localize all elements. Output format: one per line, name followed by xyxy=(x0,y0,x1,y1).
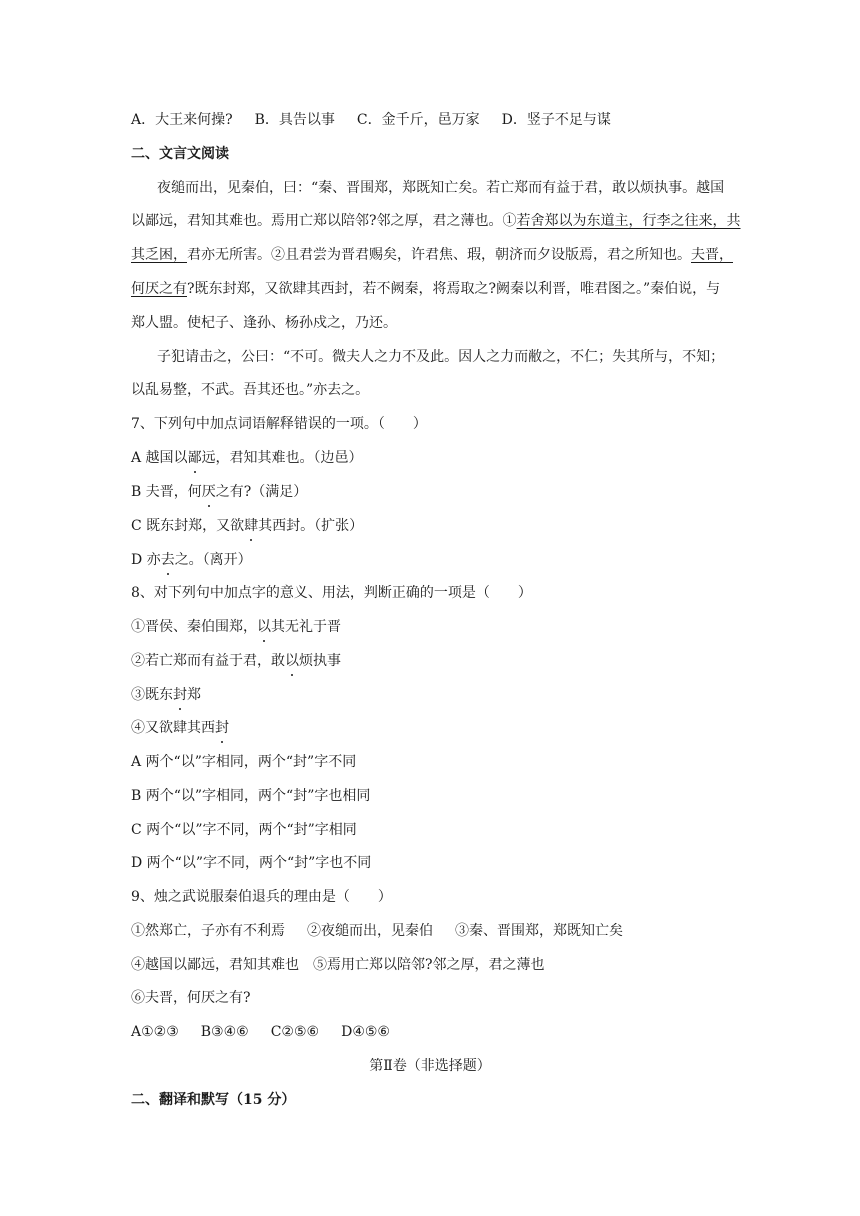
q8-item-3 xyxy=(131,685,201,705)
q9-option-b: B③④⑥ xyxy=(200,1024,249,1040)
dotted-char: 去 xyxy=(160,552,175,568)
q7-option-c xyxy=(131,516,363,536)
q8-option-a: A 两个“以”字相同，两个“封”字不同 xyxy=(131,754,357,770)
passage-p2-line-1: 子犯请击之，公曰：“不可。微夫人之力不及此。因人之力而敝之，不仁；失其所与，不知； xyxy=(157,349,725,365)
passage-p1-line-1: 夜缒而出，见秦伯，曰：“秦、晋围郑，郑既知亡矣。若亡郑而有益于君，敢以烦执事。越国 xyxy=(157,180,725,196)
q6-option-a: A．大王来何操? xyxy=(131,112,233,128)
q9-option-a: A①②③ xyxy=(131,1024,179,1040)
q7-option-a xyxy=(131,448,363,468)
item-text: ②若亡郑而有益于君，敢 xyxy=(131,653,285,669)
q6-option-c: C．金千斤，邑万家 xyxy=(356,112,480,128)
option-text: 之。（离开） xyxy=(174,552,252,568)
dotted-char: 以 xyxy=(285,653,299,669)
q8-option-c: C 两个“以”字不同，两个“封”字相同 xyxy=(131,822,357,838)
q9-reason-4: ④越国以鄙远，君知其难也 xyxy=(131,957,299,973)
passage-text: 以鄙远，君知其难也。焉用亡郑以陪邻?邻之厚，君之薄也。① xyxy=(131,213,517,229)
q9-reason-5: ⑤焉用亡郑以陪邻?邻之厚，君之薄也 xyxy=(313,957,545,973)
item-text: 郑 xyxy=(187,687,201,703)
q6-options xyxy=(131,110,611,130)
section-title-classical-reading: 二、文言文阅读 xyxy=(131,146,229,162)
q9-reason-6: ⑥夫晋，何厌之有? xyxy=(131,990,251,1006)
dotted-char: 厌 xyxy=(201,484,216,500)
underlined-sentence-1: 若舍郑以为东道主，行李之往来，共 xyxy=(516,213,741,229)
passage-p1-line-4 xyxy=(131,279,720,299)
dotted-char: 封 xyxy=(215,720,229,736)
q8-option-b: B 两个“以”字相同，两个“封”字也相同 xyxy=(131,788,371,804)
q7-option-d xyxy=(131,550,252,570)
q9-reason-2: ②夜缒而出，见秦伯 xyxy=(307,923,433,939)
q8-item-2 xyxy=(131,651,341,671)
q9-reason-1: ①然郑亡，子亦有不利焉 xyxy=(131,923,285,939)
option-text: 之有?（满足） xyxy=(215,484,308,500)
q9-reason-3: ③秦、晋围郑，郑既知亡矣 xyxy=(455,923,623,939)
passage-p1-line-3 xyxy=(131,245,733,265)
part-2-title: 第Ⅱ卷（非选择题） xyxy=(369,1058,491,1074)
item-text: ④又欲肆其西 xyxy=(131,720,215,736)
passage-p1-line-5: 郑人盟。使杞子、逢孙、杨孙戍之，乃还。 xyxy=(131,315,397,331)
dotted-char: 鄙 xyxy=(187,450,202,466)
q9-option-c: C②⑤⑥ xyxy=(270,1024,320,1040)
option-text: A 越国以 xyxy=(131,450,188,466)
underlined-sentence-2: 夫晋， xyxy=(691,247,733,263)
passage-text: ?既东封郑，又欲肆其西封，若不阙秦，将焉取之?阙秦以利晋，唯君图之。”秦伯说，与 xyxy=(187,281,721,297)
q7-stem: 7、下列句中加点词语解释错误的一项。（ ） xyxy=(131,416,427,432)
option-text: D 亦 xyxy=(131,552,161,568)
item-text: ①晋侯、秦伯围郑， xyxy=(131,619,257,635)
q6-option-d: D．竖子不足与谋 xyxy=(501,112,611,128)
dotted-char: 肆 xyxy=(244,518,259,534)
option-text: 远，君知其难也。（边邑） xyxy=(201,450,363,466)
q9-reasons-row-1 xyxy=(131,921,623,941)
q8-stem: 8、对下列句中加点字的意义、用法，判断正确的一项是（ ） xyxy=(131,585,532,601)
q8-item-1 xyxy=(131,617,341,637)
q9-reasons-row-2 xyxy=(131,955,545,975)
q9-options xyxy=(131,1022,390,1042)
option-text: C 既东封郑，又欲 xyxy=(131,518,245,534)
q7-option-b xyxy=(131,482,307,502)
item-text: 其无礼于晋 xyxy=(271,619,341,635)
underlined-sentence-1-end: 其乏困， xyxy=(131,247,187,263)
section-title-translation: 二、翻译和默写（15 分） xyxy=(131,1092,296,1108)
q6-option-b: B．具告以事 xyxy=(254,112,335,128)
q8-option-d: D 两个“以”字不同，两个“封”字也不同 xyxy=(131,855,372,871)
item-text: ③既东 xyxy=(131,687,173,703)
passage-p2-line-2: 以乱易整，不武。吾其还也。”亦去之。 xyxy=(131,382,370,398)
option-text: B 夫晋，何 xyxy=(131,484,202,500)
underlined-sentence-2-end: 何厌之有 xyxy=(131,281,187,297)
dotted-char: 封 xyxy=(173,687,187,703)
option-text: 其西封。（扩张） xyxy=(258,518,364,534)
dotted-char: 以 xyxy=(257,619,271,635)
passage-p1-line-2 xyxy=(131,211,741,231)
item-text: 烦执事 xyxy=(299,653,341,669)
q9-stem: 9、烛之武说服秦伯退兵的理由是（ ） xyxy=(131,889,392,905)
passage-text: 君亦无所害。②且君尝为晋君赐矣，许君焦、瑕，朝济而夕设版焉，君之所知也。 xyxy=(187,247,691,263)
q8-item-4 xyxy=(131,718,229,738)
q9-option-d: D④⑤⑥ xyxy=(341,1024,390,1040)
